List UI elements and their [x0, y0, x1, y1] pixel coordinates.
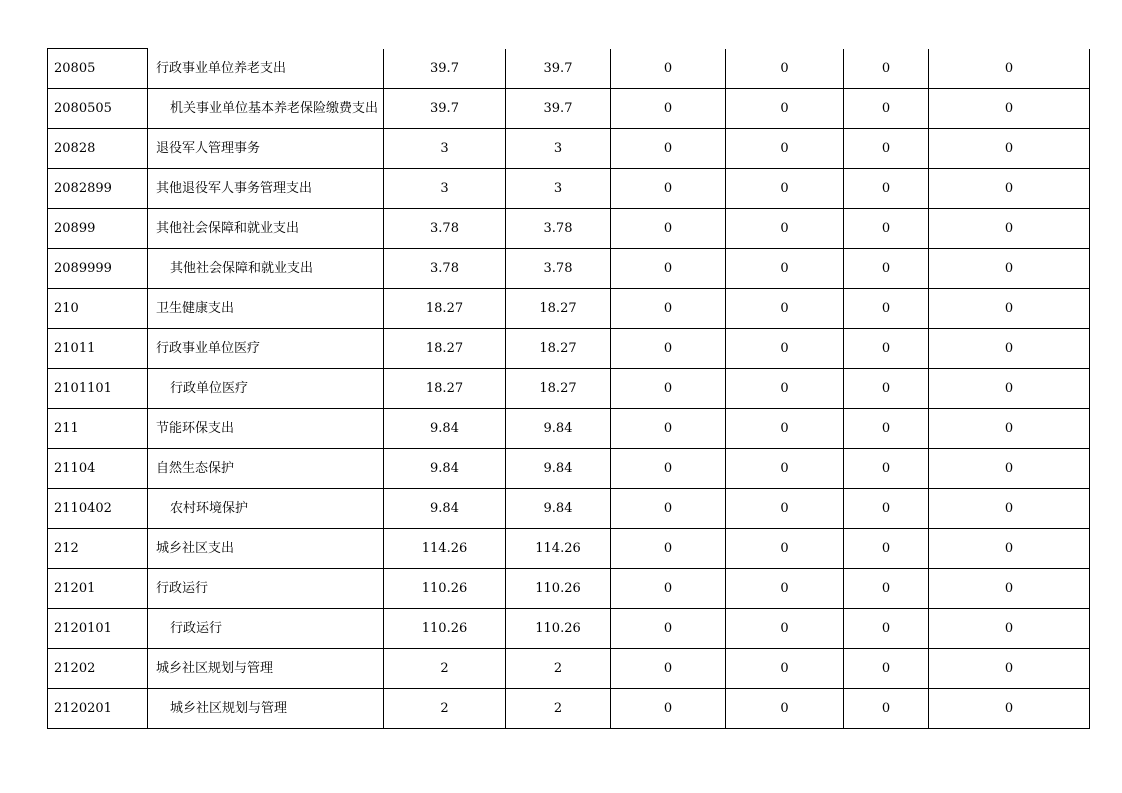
- value-cell-4: 0: [726, 409, 844, 449]
- subject-code-cell: 212: [48, 529, 148, 569]
- value-cell-2: 18.27: [506, 369, 611, 409]
- value-cell-5: 0: [844, 649, 929, 689]
- subject-name-cell: 行政事业单位养老支出: [148, 49, 384, 89]
- value-cell-2: 2: [506, 689, 611, 729]
- value-cell-4: 0: [726, 289, 844, 329]
- table-row: [48, 49, 1090, 89]
- value-cell-5: 0: [844, 209, 929, 249]
- value-cell-3: 0: [611, 409, 726, 449]
- value-cell-2: 9.84: [506, 449, 611, 489]
- value-cell-6: 0: [929, 649, 1090, 689]
- value-cell-6: 0: [929, 569, 1090, 609]
- value-cell-5: 0: [844, 449, 929, 489]
- value-cell-5: 0: [844, 89, 929, 129]
- subject-name-cell: 自然生态保护: [148, 449, 384, 489]
- subject-name-cell: 其他退役军人事务管理支出: [148, 169, 384, 209]
- value-cell-4: 0: [726, 569, 844, 609]
- subject-code-cell: 2089999: [48, 249, 148, 289]
- table-row: [48, 529, 1090, 569]
- value-cell-2: 3: [506, 129, 611, 169]
- table-row: [48, 649, 1090, 689]
- subject-code-cell: 2101101: [48, 369, 148, 409]
- subject-name-cell: 城乡社区规划与管理: [148, 689, 384, 729]
- value-cell-1: 2: [384, 689, 506, 729]
- value-cell-4: 0: [726, 489, 844, 529]
- value-cell-3: 0: [611, 449, 726, 489]
- value-cell-6: 0: [929, 409, 1090, 449]
- value-cell-3: 0: [611, 129, 726, 169]
- value-cell-1: 18.27: [384, 329, 506, 369]
- value-cell-4: 0: [726, 249, 844, 289]
- value-cell-5: 0: [844, 609, 929, 649]
- value-cell-1: 18.27: [384, 289, 506, 329]
- value-cell-4: 0: [726, 449, 844, 489]
- table-row: [48, 689, 1090, 729]
- value-cell-6: 0: [929, 609, 1090, 649]
- subject-code-cell: 2080505: [48, 89, 148, 129]
- table-row: [48, 409, 1090, 449]
- value-cell-4: 0: [726, 689, 844, 729]
- value-cell-1: 18.27: [384, 369, 506, 409]
- value-cell-1: 9.84: [384, 489, 506, 529]
- value-cell-2: 39.7: [506, 49, 611, 89]
- value-cell-5: 0: [844, 49, 929, 89]
- value-cell-5: 0: [844, 329, 929, 369]
- value-cell-2: 3.78: [506, 209, 611, 249]
- value-cell-4: 0: [726, 129, 844, 169]
- value-cell-1: 3: [384, 169, 506, 209]
- value-cell-3: 0: [611, 289, 726, 329]
- value-cell-3: 0: [611, 489, 726, 529]
- value-cell-6: 0: [929, 369, 1090, 409]
- table-row: [48, 369, 1090, 409]
- subject-code-cell: 21011: [48, 329, 148, 369]
- value-cell-3: 0: [611, 209, 726, 249]
- value-cell-1: 2: [384, 649, 506, 689]
- value-cell-3: 0: [611, 49, 726, 89]
- value-cell-6: 0: [929, 289, 1090, 329]
- table-row: [48, 489, 1090, 529]
- value-cell-5: 0: [844, 489, 929, 529]
- value-cell-2: 18.27: [506, 329, 611, 369]
- table-row: [48, 129, 1090, 169]
- value-cell-1: 110.26: [384, 609, 506, 649]
- subject-code-cell: 20805: [48, 49, 148, 89]
- value-cell-6: 0: [929, 249, 1090, 289]
- subject-code-cell: 211: [48, 409, 148, 449]
- value-cell-2: 110.26: [506, 609, 611, 649]
- value-cell-1: 3.78: [384, 209, 506, 249]
- subject-code-cell: 2120101: [48, 609, 148, 649]
- table-row: [48, 329, 1090, 369]
- subject-code-cell: 20828: [48, 129, 148, 169]
- subject-name-cell: 行政运行: [148, 609, 384, 649]
- value-cell-4: 0: [726, 49, 844, 89]
- value-cell-5: 0: [844, 129, 929, 169]
- value-cell-1: 9.84: [384, 449, 506, 489]
- value-cell-5: 0: [844, 569, 929, 609]
- value-cell-5: 0: [844, 169, 929, 209]
- subject-code-cell: 2120201: [48, 689, 148, 729]
- value-cell-3: 0: [611, 609, 726, 649]
- value-cell-3: 0: [611, 89, 726, 129]
- value-cell-3: 0: [611, 569, 726, 609]
- table-row: [48, 89, 1090, 129]
- value-cell-2: 39.7: [506, 89, 611, 129]
- value-cell-4: 0: [726, 609, 844, 649]
- value-cell-6: 0: [929, 529, 1090, 569]
- value-cell-3: 0: [611, 529, 726, 569]
- value-cell-5: 0: [844, 409, 929, 449]
- value-cell-6: 0: [929, 489, 1090, 529]
- table-row: [48, 169, 1090, 209]
- value-cell-3: 0: [611, 249, 726, 289]
- subject-name-cell: 机关事业单位基本养老保险缴费支出: [148, 89, 384, 129]
- value-cell-3: 0: [611, 329, 726, 369]
- table-row: [48, 249, 1090, 289]
- value-cell-2: 18.27: [506, 289, 611, 329]
- value-cell-1: 114.26: [384, 529, 506, 569]
- value-cell-6: 0: [929, 689, 1090, 729]
- budget-table: [47, 48, 1090, 729]
- subject-name-cell: 城乡社区规划与管理: [148, 649, 384, 689]
- subject-code-cell: 210: [48, 289, 148, 329]
- value-cell-3: 0: [611, 369, 726, 409]
- subject-code-cell: 21201: [48, 569, 148, 609]
- subject-code-cell: 21202: [48, 649, 148, 689]
- value-cell-2: 9.84: [506, 409, 611, 449]
- subject-name-cell: 节能环保支出: [148, 409, 384, 449]
- value-cell-6: 0: [929, 49, 1090, 89]
- subject-name-cell: 其他社会保障和就业支出: [148, 209, 384, 249]
- value-cell-2: 3: [506, 169, 611, 209]
- value-cell-5: 0: [844, 289, 929, 329]
- value-cell-5: 0: [844, 249, 929, 289]
- value-cell-5: 0: [844, 689, 929, 729]
- table-row: [48, 289, 1090, 329]
- table-row: [48, 609, 1090, 649]
- table-body: [48, 49, 1090, 729]
- value-cell-1: 3.78: [384, 249, 506, 289]
- table-row: [48, 449, 1090, 489]
- value-cell-6: 0: [929, 89, 1090, 129]
- table-row: [48, 569, 1090, 609]
- value-cell-6: 0: [929, 169, 1090, 209]
- value-cell-6: 0: [929, 329, 1090, 369]
- value-cell-5: 0: [844, 369, 929, 409]
- value-cell-1: 39.7: [384, 49, 506, 89]
- value-cell-6: 0: [929, 449, 1090, 489]
- value-cell-2: 9.84: [506, 489, 611, 529]
- table-row: [48, 209, 1090, 249]
- subject-name-cell: 农村环境保护: [148, 489, 384, 529]
- value-cell-1: 39.7: [384, 89, 506, 129]
- value-cell-6: 0: [929, 129, 1090, 169]
- value-cell-4: 0: [726, 89, 844, 129]
- value-cell-3: 0: [611, 169, 726, 209]
- value-cell-4: 0: [726, 329, 844, 369]
- subject-name-cell: 行政运行: [148, 569, 384, 609]
- subject-code-cell: 20899: [48, 209, 148, 249]
- value-cell-6: 0: [929, 209, 1090, 249]
- value-cell-4: 0: [726, 649, 844, 689]
- value-cell-5: 0: [844, 529, 929, 569]
- subject-name-cell: 退役军人管理事务: [148, 129, 384, 169]
- subject-code-cell: 2082899: [48, 169, 148, 209]
- subject-name-cell: 其他社会保障和就业支出: [148, 249, 384, 289]
- value-cell-1: 3: [384, 129, 506, 169]
- value-cell-3: 0: [611, 689, 726, 729]
- value-cell-4: 0: [726, 529, 844, 569]
- subject-name-cell: 行政事业单位医疗: [148, 329, 384, 369]
- value-cell-3: 0: [611, 649, 726, 689]
- subject-name-cell: 卫生健康支出: [148, 289, 384, 329]
- value-cell-2: 2: [506, 649, 611, 689]
- value-cell-4: 0: [726, 169, 844, 209]
- value-cell-2: 110.26: [506, 569, 611, 609]
- subject-code-cell: 2110402: [48, 489, 148, 529]
- value-cell-2: 114.26: [506, 529, 611, 569]
- value-cell-4: 0: [726, 369, 844, 409]
- subject-name-cell: 行政单位医疗: [148, 369, 384, 409]
- subject-code-cell: 21104: [48, 449, 148, 489]
- value-cell-4: 0: [726, 209, 844, 249]
- value-cell-2: 3.78: [506, 249, 611, 289]
- subject-name-cell: 城乡社区支出: [148, 529, 384, 569]
- value-cell-1: 110.26: [384, 569, 506, 609]
- value-cell-1: 9.84: [384, 409, 506, 449]
